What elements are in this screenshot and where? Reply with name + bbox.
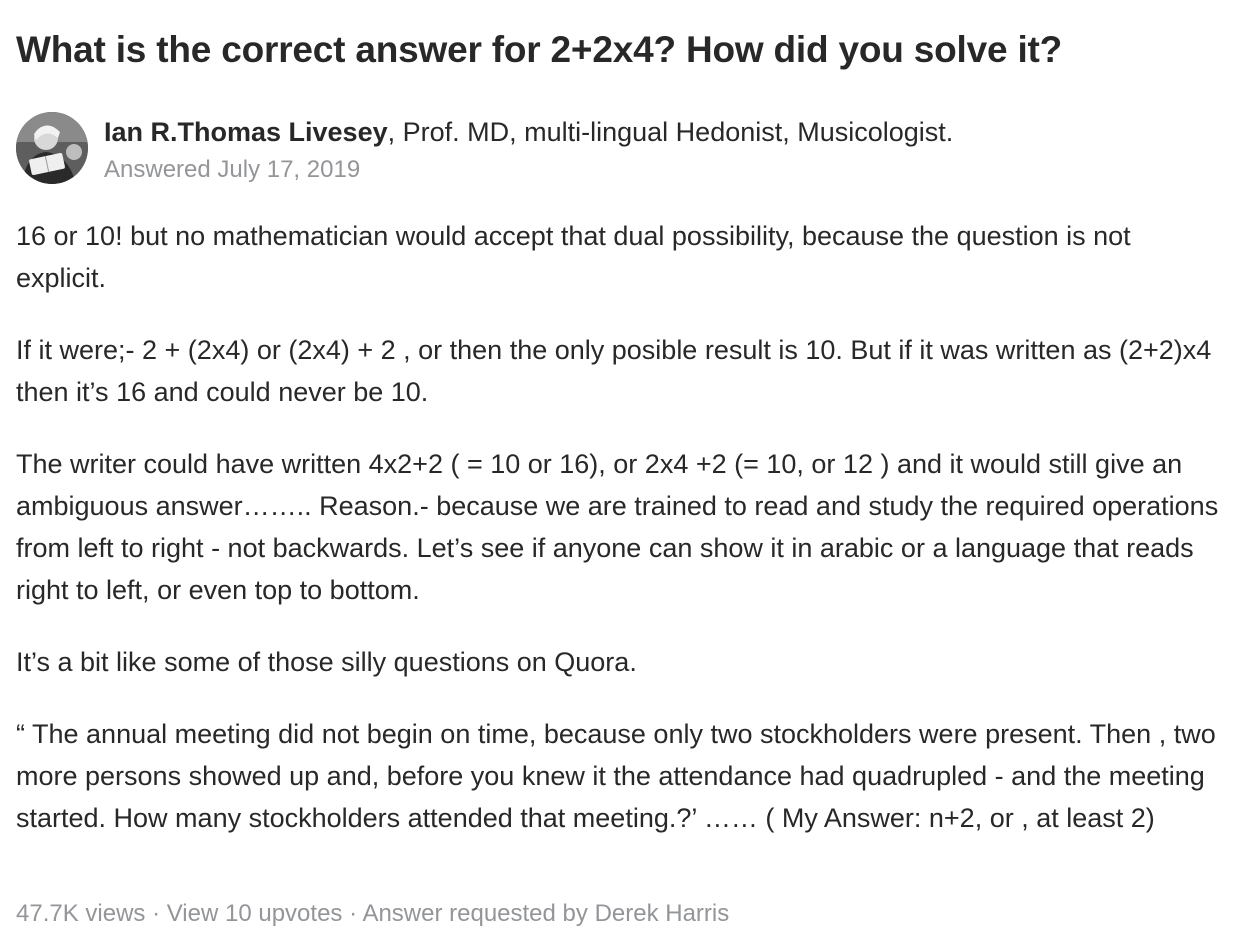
answer-paragraph: The writer could have written 4x2+2 ( = 10 or 16), or 2x4 +2 (= 10, or 12 ) and it would still give an ambiguous answer…….. Reason.- because we are trained to read and study the required operations from left to right - not backwards. Let’s see if anyone can show it in arabic or a language that reads right to left, or even top to bottom.: [16, 449, 1219, 605]
author-name-link[interactable]: Ian R.Thomas Livesey: [104, 117, 388, 147]
answer-paragraph: If it were;- 2 + (2x4) or (2x4) + 2 , or then the only posible result is 10. But if it was written as (2+2)x4 then it’s 16 and could never be 10.: [16, 335, 1212, 407]
author-header: [16, 110, 1216, 186]
answered-date-link[interactable]: Answered July 17, 2019: [104, 156, 361, 183]
views-count: 47.7K views: [16, 900, 146, 927]
answer-paragraph: “ The annual meeting did not begin on time, because only two stockholders were present. Then , two more persons showed up and, before you knew it the attendance had quadrupled - and the meeting started. How many stockholders attended that meeting.?’ …… ( My Answer: n+2, or , at least 2): [16, 719, 1216, 833]
avatar-photo-icon: [16, 112, 88, 184]
answer-footer-meta: [16, 897, 729, 931]
view-upvotes-link[interactable]: View 10 upvotes: [166, 900, 343, 927]
separator-dot: ·: [145, 900, 167, 927]
answer-paragraph: It’s a bit like some of those silly questions on Quora.: [16, 647, 637, 677]
answer-requested-by[interactable]: Answer requested by Derek Harris: [362, 900, 730, 927]
author-meta: [104, 110, 953, 186]
author-credential: , Prof. MD, multi-lingual Hedonist, Musicologist.: [387, 117, 954, 147]
answer-body: [16, 215, 1226, 869]
author-line: [104, 110, 953, 154]
author-avatar[interactable]: [16, 112, 88, 184]
question-title[interactable]: What is the correct answer for 2+2x4? How did you solve it?: [16, 29, 1063, 70]
separator-dot: ·: [342, 900, 363, 927]
answer-paragraph: 16 or 10! but no mathematician would accept that dual possibility, because the question is not explicit.: [16, 221, 1131, 293]
